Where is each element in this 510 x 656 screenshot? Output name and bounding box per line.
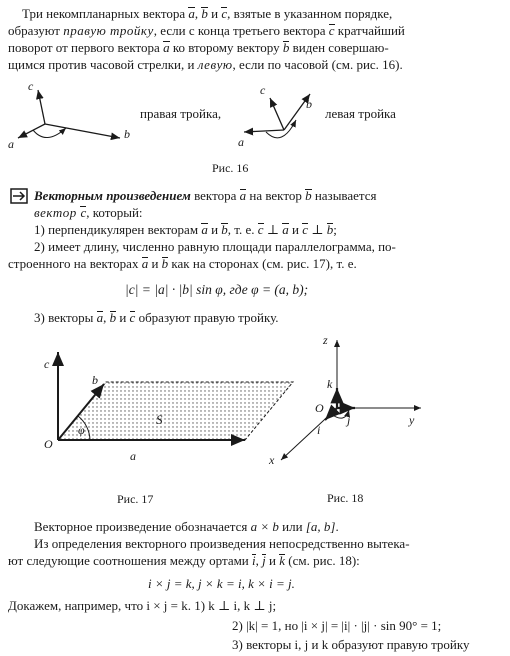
- vector-c-arrow: [38, 90, 45, 124]
- def-line4: 2) имеет длину, численно равную площади параллелограмма, по-: [34, 239, 396, 254]
- text: на вектор: [246, 188, 306, 203]
- vector-c: c: [302, 222, 309, 237]
- text: ко второму вектору: [169, 40, 283, 55]
- def-line1: [34, 188, 377, 204]
- text: , взятые в указанном порядке,: [227, 6, 393, 21]
- figure-16: [0, 76, 510, 176]
- def-line3: [34, 222, 337, 238]
- tail-line6: 2) |k| = 1, но |i × j| = |i| · |j| · sin 90° = 1;: [232, 618, 442, 633]
- label-a: a: [238, 135, 244, 149]
- definition-arrow-icon: [10, 188, 30, 204]
- label-b: b: [124, 127, 130, 141]
- text: , если по часовой (см. рис. 16).: [232, 57, 403, 72]
- text: виден совершаю-: [289, 40, 389, 55]
- text: и: [207, 222, 222, 237]
- vector-a: a: [188, 6, 195, 21]
- text: щимся против часовой стрелки, и: [8, 57, 198, 72]
- label-c: c: [44, 357, 50, 371]
- text: , т. е.: [227, 222, 258, 237]
- text: (см. рис. 18):: [285, 553, 360, 568]
- label-b: b: [92, 373, 98, 387]
- text: Три некомпланарных вектора: [22, 6, 189, 21]
- vector-b: b: [221, 222, 228, 237]
- vector-c: c: [221, 6, 228, 21]
- vector-a: a: [163, 40, 170, 55]
- label-a: a: [8, 137, 14, 151]
- term-right-triple: правую тройку: [63, 23, 154, 38]
- vector-b: b: [305, 188, 312, 203]
- term-cross-product: Векторным произведением: [34, 188, 191, 203]
- vector-a: a: [96, 310, 104, 325]
- vector-b: b: [109, 310, 117, 325]
- unit-k: k: [279, 553, 286, 568]
- tail-line3: [8, 553, 360, 569]
- vector-a: a: [239, 188, 247, 203]
- label-O: O: [44, 437, 53, 451]
- label-y: y: [409, 413, 415, 427]
- text: и: [288, 222, 303, 237]
- text: как на сторонах (см. рис. 17), т. е.: [168, 256, 357, 271]
- text: , если с конца третьего вектора: [153, 23, 329, 38]
- text: кратчайший: [334, 23, 405, 38]
- text: ,: [103, 310, 110, 325]
- text: или: [278, 519, 306, 534]
- vector-a: a: [282, 222, 289, 237]
- label-S: S: [156, 412, 163, 427]
- label-z: z: [323, 333, 328, 347]
- text: и: [148, 256, 162, 271]
- length-formula: |c| = |a| · |b| sin φ, где φ = (a, b);: [125, 282, 309, 297]
- label-x: x: [269, 453, 275, 467]
- label-c: c: [28, 79, 34, 93]
- unit-vector-identities: i × j = k, j × k = i, k × i = j.: [148, 576, 295, 591]
- para1-line2: [8, 23, 405, 39]
- vector-c: c: [129, 310, 136, 325]
- text: и: [116, 310, 130, 325]
- text: .: [335, 519, 339, 534]
- label-phi: φ: [78, 423, 85, 437]
- text: поворот от первого вектора: [8, 40, 164, 55]
- vector-c: c: [80, 205, 87, 220]
- text: 1) перпендикулярен векторам: [34, 222, 202, 237]
- text: строенного на векторах: [8, 256, 142, 271]
- vector-b: b: [201, 6, 208, 21]
- text: ⊥: [308, 222, 327, 237]
- label-i: i: [317, 423, 321, 437]
- text: называется: [311, 188, 377, 203]
- text: , который:: [86, 205, 143, 220]
- rotation-arc: [33, 128, 66, 138]
- vector-b: b: [161, 256, 169, 271]
- vector-c: c: [328, 23, 335, 38]
- figure-16-caption: Рис. 16: [212, 161, 249, 175]
- text: Векторное произведение обозначается: [34, 519, 251, 534]
- vector-b-arrow: [45, 124, 120, 138]
- label-O: O: [315, 401, 324, 415]
- vector-c-arrow: [270, 98, 284, 130]
- tail-line5: Докажем, например, что i × j = k. 1) k ⊥ i, k ⊥ j;: [8, 598, 277, 613]
- vector-a: a: [201, 222, 208, 237]
- label-j: j: [347, 413, 351, 427]
- notation-bracket: [a, b]: [305, 519, 336, 534]
- para1-line1: [22, 6, 392, 22]
- text: образуют правую тройку.: [135, 310, 279, 325]
- unit-j: j: [262, 553, 266, 568]
- label-a: a: [130, 449, 136, 463]
- label-k: k: [327, 377, 333, 391]
- vector-b: b: [282, 40, 290, 55]
- para1-line3: [8, 40, 389, 56]
- def-line5: [8, 256, 357, 272]
- right-triple-diagram: [8, 79, 130, 151]
- text: и: [265, 553, 280, 568]
- def-line2: [34, 205, 143, 221]
- para1-line4: [8, 57, 403, 73]
- figure-18-caption: Рис. 18: [327, 491, 364, 505]
- vector-a-arrow: [244, 130, 284, 132]
- text: вектор: [34, 205, 81, 220]
- tail-line1: [34, 519, 339, 535]
- left-triple-label: левая тройка: [325, 106, 396, 121]
- unit-i: i: [252, 553, 256, 568]
- tail-line7: 3) векторы i, j и k образуют правую тройку: [232, 637, 470, 652]
- text: вектора: [190, 188, 240, 203]
- vector-a: a: [141, 256, 149, 271]
- text: ;: [333, 222, 337, 237]
- text: ,: [194, 6, 202, 21]
- left-triple-diagram: [238, 83, 312, 149]
- text: и: [207, 6, 222, 21]
- text: образуют: [8, 23, 64, 38]
- text: ⊥: [263, 222, 283, 237]
- vector-b: b: [326, 222, 334, 237]
- notation-cross: a × b: [250, 519, 279, 534]
- right-triple-label: правая тройка,: [140, 106, 222, 121]
- figure-18: [255, 330, 505, 508]
- term-left-triple: левую: [197, 57, 233, 72]
- text: ,: [255, 553, 263, 568]
- label-c: c: [260, 83, 266, 97]
- text: ют следующие соотношения между ортами: [8, 553, 253, 568]
- vector-c: c: [257, 222, 264, 237]
- tail-line2: Из определения векторного произведения непосредственно вытека-: [34, 536, 410, 551]
- def-line6: [34, 310, 279, 326]
- figure-17-caption: Рис. 17: [117, 492, 154, 506]
- label-b: b: [306, 97, 312, 111]
- text: 3) векторы: [34, 310, 97, 325]
